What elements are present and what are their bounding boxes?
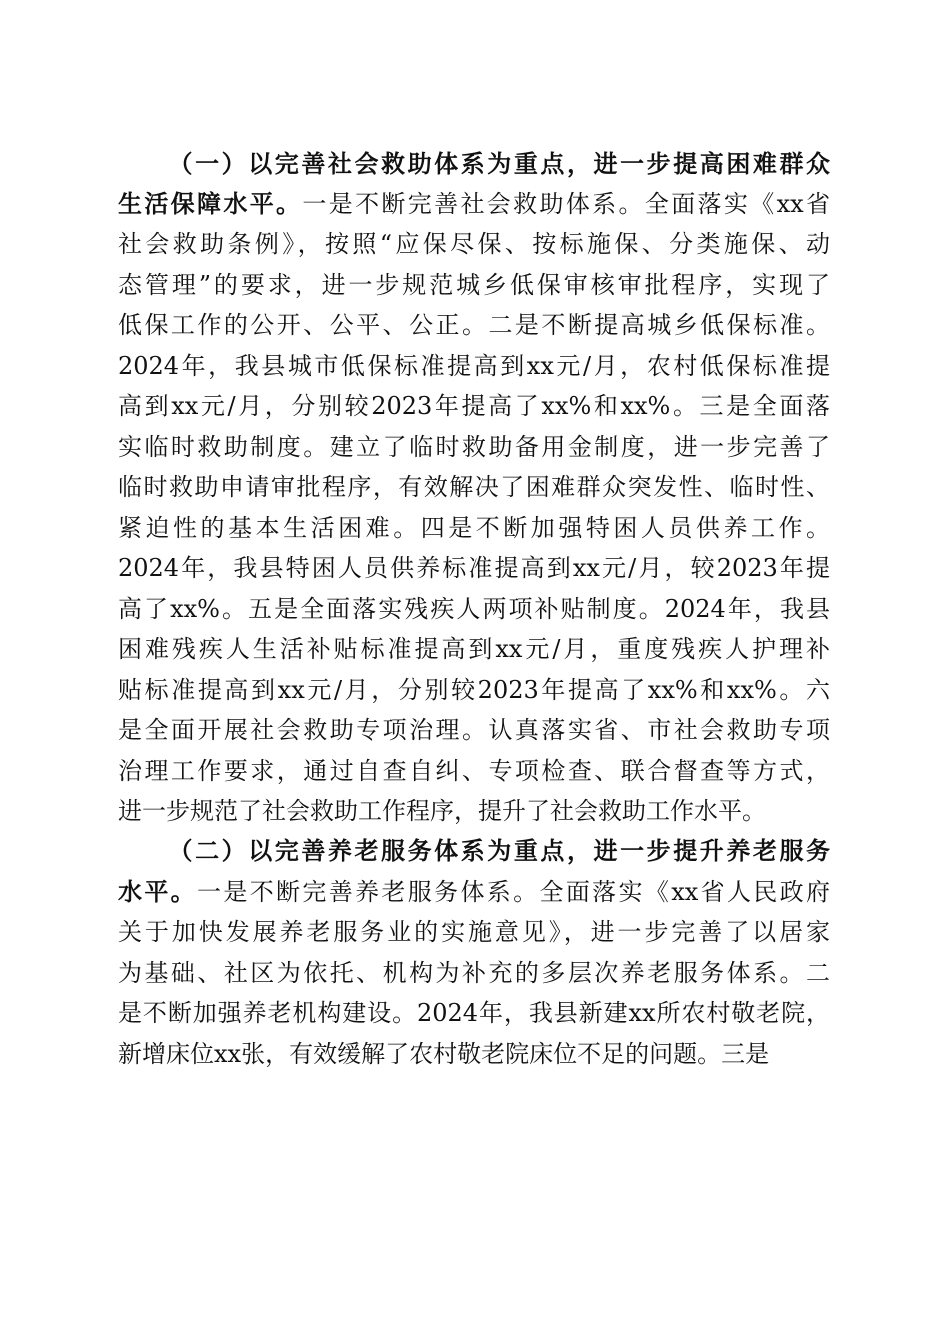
text-line <box>118 751 830 791</box>
body-text: 社会救助条例》，按照“应保尽保、按标施保、分类施保、动 <box>118 230 830 258</box>
text-line <box>118 427 830 467</box>
text-line <box>118 953 830 993</box>
body-text: 关于加快发展养老服务业的实施意见》，进一步完善了以居家 <box>118 918 830 946</box>
body-text: 进一步规范了社会救助工作程序，提升了社会救助工作水平。 <box>118 797 766 825</box>
text-line <box>118 184 830 224</box>
text-line <box>118 710 830 750</box>
text-line <box>118 670 830 710</box>
text-line <box>118 589 830 629</box>
body-text: 低保工作的公开、公平、公正。二是不断提高城乡低保标准。 <box>118 311 830 339</box>
text-line <box>118 386 830 426</box>
body-text: 实临时救助制度。建立了临时救助备用金制度，进一步完善了 <box>118 433 830 461</box>
text-line <box>118 831 830 871</box>
text-line <box>118 548 830 588</box>
text-line <box>118 265 830 305</box>
body-text: 新增床位xx张，有效缓解了农村敬老院床位不足的问题。三是 <box>118 1040 770 1068</box>
body-text: 紧迫性的基本生活困难。四是不断加强特困人员供养工作。 <box>118 514 830 542</box>
text-line <box>118 791 830 831</box>
section-heading: 生活保障水平。 <box>118 189 303 218</box>
body-text: 高了xx%。五是全面落实残疾人两项补贴制度。2024年，我县 <box>118 595 830 623</box>
body-text: 是全面开展社会救助专项治理。认真落实省、市社会救助专项 <box>118 716 830 744</box>
section-heading: 水平。 <box>118 877 198 906</box>
text-line <box>118 629 830 669</box>
body-text: 2024年，我县特困人员供养标准提高到xx元/月，较2023年提 <box>118 554 830 582</box>
text-line <box>118 1034 830 1074</box>
text-line <box>118 912 830 952</box>
text-line <box>118 872 830 912</box>
body-text: 是不断加强养老机构建设。2024年，我县新建xx所农村敬老院， <box>118 999 830 1027</box>
body-text: 高到xx元/月，分别较2023年提高了xx%和xx%。三是全面落 <box>118 392 830 420</box>
text-line <box>118 305 830 345</box>
text-line <box>118 144 830 184</box>
body-text: 一是不断完善社会救助体系。全面落实《xx省 <box>302 190 830 218</box>
body-text: 态管理”的要求，进一步规范城乡低保审核审批程序，实现了 <box>118 271 830 299</box>
body-text: 困难残疾人生活补贴标准提高到xx元/月，重度残疾人护理补 <box>118 635 830 663</box>
text-line <box>118 224 830 264</box>
text-line <box>118 467 830 507</box>
text-line <box>118 346 830 386</box>
body-text: 2024年，我县城市低保标准提高到xx元/月，农村低保标准提 <box>118 352 830 380</box>
body-text: 为基础、社区为依托、机构为补充的多层次养老服务体系。二 <box>118 959 830 987</box>
text-line <box>118 508 830 548</box>
body-text: 临时救助申请审批程序，有效解决了困难群众突发性、临时性、 <box>118 473 830 501</box>
text-line <box>118 993 830 1033</box>
section-heading: （二）以完善养老服务体系为重点，进一步提升养老服务 <box>166 836 830 865</box>
section-heading: （一）以完善社会救助体系为重点，进一步提高困难群众 <box>166 149 830 178</box>
body-text: 贴标准提高到xx元/月，分别较2023年提高了xx%和xx%。六 <box>118 676 830 704</box>
body-text: 治理工作要求，通过自查自纠、专项检查、联合督查等方式， <box>118 757 830 785</box>
body-text: 一是不断完善养老服务体系。全面落实《xx省人民政府 <box>197 878 830 906</box>
